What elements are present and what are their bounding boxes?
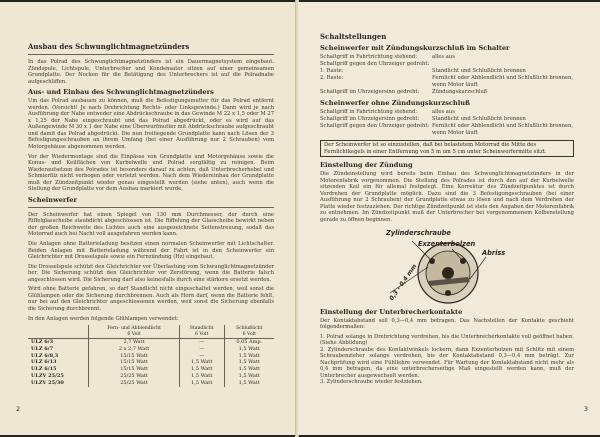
table-cell: 25/25 Watt — [89, 380, 180, 387]
boxed-note: Der Scheinwerfer ist so einzustellen, daß bei belastetem Motorrad die Mitte des Fernlichtkegels in einer Entfernung von 5 m um 5 cm unter Scheinwerfermitte sitzt. — [320, 140, 574, 157]
table-cell: 1,5 Watt — [179, 380, 224, 387]
switch-position: 1. Raste: — [320, 68, 344, 74]
switch-row — [320, 75, 574, 89]
heading-without-shortcircuit: Scheinwerfer ohne Zündungskurzschluß — [320, 99, 471, 107]
switch-position: Schaltgriff gegen den Uhrzeiger gedreht: — [320, 61, 430, 67]
switch-result: Standlicht und Schlußlicht brennen — [432, 68, 526, 74]
table-cell: 2 x 2,7 Watt — [89, 346, 180, 353]
table-cell: 15/15 Watt — [89, 353, 180, 360]
table-cell: 1,5 Watt — [224, 380, 274, 387]
paragraph: Die Zündeinstellung wird bereits beim Einbau des Schwunglichtmagnetzünders in der Motorenfabrik vorgenommen. Die Stellung des Polrades ist durch den auf der Kurbelwelle sitzenden Keil ein für allemal festgelegt. Eine Korrektur des Zündzeitpunktes ist durch Verdrehen der Grundplatte möglich. Dazu sind die 3 Befestigungsschrauben (bei einer Ausführung nur 2 Schrauben) der Grundplatte etwas zu lösen und nach dem Verdrehen der Platte wieder festzuziehen. Der richtige Zündzeitpunkt ist stets den Angaben der Motorenfabrik zu entnehmen. Im Zündzeitpunkt muß der Unterbrecher bei vorgenommenem Kolbenstellung gerade zu öffnen beginnen. — [320, 171, 574, 224]
page-number: 2 — [16, 405, 21, 413]
right-page — [298, 2, 600, 435]
paragraph: Die Anlagen ohne Batterieladung besitzen einen normalen Scheinwerfer mit Lichtschalter. Beiden Anlagen mit Batterieladung während der Fahrt ist in den Scheinwerfer ein Gleichrichter mit Drosselspule sowie ein Fernzündung (Hz) eingebaut. — [28, 241, 274, 261]
table-cell: ULZ 6/8,3 — [31, 352, 59, 359]
table-row — [28, 353, 274, 360]
table-header: Fern- und Abblendlicht 6 Volt — [89, 325, 180, 339]
switch-result: Fernlicht oder Abblendlicht und Schlußlicht brennen, wenn Motor läuft — [432, 75, 574, 88]
table-cell: 2,7 Watt — [89, 339, 180, 346]
switch-result: alles aus — [432, 109, 455, 115]
divider — [28, 54, 274, 55]
switch-row — [320, 61, 574, 68]
paragraph: In das Polrad des Schwunglichtmagnetzünders ist ein Dauermagnetsystem eingebaut. Zündspule, Lichtspule, Unterbrecher und Kondensator sitzen auf einer gemeinsamen Grundplatte. Der Nocken für die Betätigung des Unterbrechers ist auf die Polradnabe aufgeschliffen. — [28, 59, 274, 85]
table-row — [28, 366, 274, 373]
table-cell: ULZ 6/13 — [31, 359, 57, 366]
heading-ignition-setting: Einstellung der Zündung — [320, 161, 413, 170]
table-header — [28, 325, 89, 339]
switch-position: Schaltgriff im Uhrzeigersinn gedreht: — [320, 89, 420, 95]
heading-with-shortcircuit: Scheinwerfer mit Zündungskurzschluß im Schalter — [320, 44, 510, 52]
switch-row — [320, 123, 574, 137]
table-cell: ULZ 6/3 — [31, 339, 54, 346]
table-row — [28, 359, 274, 366]
table-cell: 1,5 Watt — [224, 359, 274, 366]
switch-position: Schaltgriff im Uhrzeigersinn gedreht: — [320, 116, 420, 122]
switch-row — [320, 89, 574, 96]
paragraph: Der Scheinwerfer hat einen Spiegel von 130 mm Durchmesser, der durch eine Riffelglasscheibe staubdicht abgeschlossen ist. Die Riffelung der Glasscheibe bewirkt neben der großen Reichweite des Lichtes auch eine ausgezeichnete Seitenstreuung, sodaß das Motorrad auch bei Nacht voll ausgefahren werden kann. — [28, 211, 274, 238]
switch-row — [320, 54, 574, 61]
switch-row — [320, 116, 574, 123]
step-item: 3. Zylinderschraube wieder festziehen. — [320, 379, 423, 386]
heading-switch-positions: Schaltstellungen — [320, 32, 387, 41]
switch-list-a — [320, 54, 574, 96]
switch-row — [320, 109, 574, 116]
heading-removal-installation: Aus- und Einbau des Schwunglichtmagnetzünders — [28, 88, 214, 97]
table-cell: ULZV 25/30 — [31, 379, 64, 386]
table-cell: 1,5 Watt — [224, 353, 274, 360]
table-cell: 1,5 Watt — [224, 346, 274, 353]
figure-label-bolt: Exzenterbolzen — [418, 239, 476, 248]
table-row — [28, 339, 274, 346]
table-cell: 1,5 Watt — [179, 366, 224, 373]
switch-row — [320, 68, 574, 75]
switch-result: Zündungskurzschluß — [432, 89, 488, 95]
switch-position: Schaltgriff in Fahrtrichtung stehend: — [320, 109, 418, 115]
table-cell: — — [179, 346, 224, 353]
paragraph: Wird ohne Batterie gefahren, so darf Standlicht nicht eingeschaltet werden, weil sonst die Glühlampen oder die Sicherung durchbrennen. Auch als Horn darf, wenn die Batterie fehlt, nur bei auf den Gleichrichter angeschlossenen werden, weil sonst die Sicherung ebenfalls die Sicherung durchbrennt. — [28, 286, 274, 312]
table-row — [28, 373, 274, 380]
paragraph: Vor der Wiedermontage sind die Einpässe von Grundplatte und Motorgehäuse sowie die Konus- und Keilflächen von Kurbelwelle und Polrad sorgfältig zu reinigen. Beim Wiederaufsetzen des Polrades ist besonders darauf zu achten, daß Unterbrecherhebel und Schmierfilz nicht verbogen oder verletzt werden. Nach dem Wiedereinbau der Grundplatte muß der Zündzeitpunkt wieder genau eingestellt werden (siehe unten), auch wenn die Stellung der Grundplatte vor dem Ausbau markiert wurde. — [28, 153, 274, 193]
table-cell: 15/15 Watt — [89, 366, 180, 373]
switch-result: Standlicht und Schlußlicht brennen — [432, 116, 526, 122]
breaker-diagram — [320, 227, 574, 305]
figure-label-measure: 0,3 - 0,4 mm — [388, 262, 419, 302]
figure-label-screw: Zylinderschraube — [386, 228, 451, 237]
step-item: 1. Polrad solange in Drehrichtung verdrehen, bis die Unterbrecherkontakte voll geöffnet haben. (Siehe Abbildung) — [320, 333, 574, 347]
table-cell: 1,5 Watt — [224, 366, 274, 373]
switch-result — [432, 61, 574, 68]
table-cell: 15/15 Watt — [89, 359, 180, 366]
table-cell: — — [179, 339, 224, 346]
table-header: Standlicht 6 Volt — [179, 325, 224, 339]
table-cell: ULZV 25/25 — [31, 373, 64, 380]
table-cell: ULZ 6/15 — [31, 366, 57, 373]
left-page — [0, 2, 296, 435]
switch-result: Fernlicht oder Abblendlicht und Schlußlicht brennen, wenn Motor läuft — [432, 123, 574, 136]
switch-result: alles aus — [432, 54, 455, 60]
right-column — [320, 30, 574, 386]
divider — [28, 207, 274, 208]
table-cell: — — [179, 353, 224, 360]
step-item: 2. Zylinderschraube des Kontaktwinkels lockern, dann Exzenterbolzen mit Schlitz mit einem Schraubenzieher solange verdrehen, bis der Kontaktabstand 0,3—0,4 mm beträgt. Zur Nachprüfung wird eine Fühllehre verwendet. Für Wartung der Kontaktabstand nicht mehr als 0,4 mm betragen, da eine unterbrecherseitige Maß eingestellt werden kann, muß der Unterbrecher ausgewechselt werden. — [320, 346, 574, 379]
table-cell: 1,5 Watt — [179, 373, 224, 380]
table-cell: 0,05 Amp. — [224, 339, 274, 346]
shaft-center — [442, 267, 454, 279]
breaker-figure — [320, 227, 574, 305]
switch-position: 2. Raste: — [320, 75, 344, 81]
table-cell: 1,5 Watt — [224, 373, 274, 380]
heading-magneto-removal: Ausbau des Schwunglichtmagnetzünders — [28, 42, 190, 51]
table-cell: ULZ 6/7 — [31, 345, 54, 352]
heading-headlight: Scheinwerfer — [28, 195, 77, 204]
paragraph: Die Drosselspule schützt den Gleichrichter vor Überlastung vom Schwunglichtmagnetzünder her. Die Sicherung schützt den Gleichrichter vor Zerstörung, wenn die Batterie falsch angeschlossen wird. Die Sicherung darf also keinesfalls durch eine stärkere ersetzt werden. — [28, 263, 274, 283]
paragraph: Der Kontaktabstand soll 0,3—0,4 mm betragen. Das Nachstellen der Kontakte geschieht folgendermaßen: — [320, 317, 574, 331]
left-column — [28, 40, 274, 387]
paragraph: Um das Polrad ausbauen zu können, muß die Befestigungsmutter für das Polrad entfernt werden. (Vorsicht! Je nach Drehrichtung Rechts- oder Linksgewinde.) Dann wird je nach Ausführung der Nabe entweder eine Abdrückschraube in das Gewinde M 22 x 1,5 oder M 27 x 1,25 der Nabe eingeschraubt und das Polrad abgedrückt, oder es wird auf das Außengewinde M 30 x 1 der Nabe eine Überwurfmutter mit Abdrückschraube aufgeschraubt und damit das Polrad abgedrückt. Die nun freiliegende Grundplatte kann nach Lösen der 3 Befestigungsschrauben an ihrem Umfang (bei einer Ausführung nur 2 Schrauben) vom Motorgehäuse abgenommen werden. — [28, 98, 275, 151]
table-cell: 1,5 Watt — [179, 359, 224, 366]
table-header: Schlußlicht 6 Volt — [224, 325, 274, 339]
switch-position: Schaltgriff in Fahrtrichtung stehend: — [320, 54, 418, 60]
table-header-row — [28, 325, 274, 339]
figure-label-gap: Abriss — [482, 248, 506, 257]
heading-contact-setting: Einstellung der Unterbrecherkontakte — [320, 307, 463, 316]
switch-position: Schaltgriff gegen den Uhrzeiger gedreht: — [320, 123, 430, 129]
table-row — [28, 380, 274, 387]
screw-icon — [445, 290, 451, 296]
page-number: 3 — [583, 405, 588, 413]
switch-list-b — [320, 109, 574, 137]
bulb-table — [28, 325, 274, 387]
steps-list — [320, 334, 574, 386]
table-cell: 25/25 Watt — [89, 373, 180, 380]
table-row — [28, 346, 274, 353]
table-intro: In den Anlagen werden folgende Glühlampen verwendet: — [28, 315, 179, 322]
